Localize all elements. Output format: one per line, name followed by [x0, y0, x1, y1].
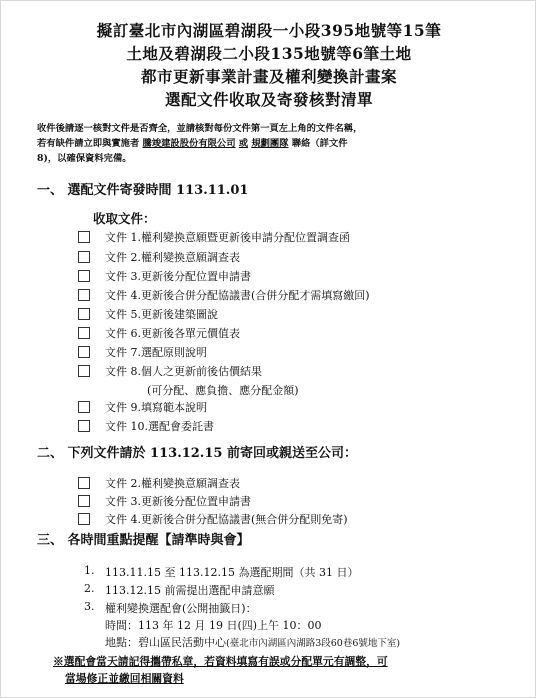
s1-item-doc-4: 文件 4.更新後合併分配協議書(合併分配才需填寫繳回) [105, 289, 370, 302]
checkbox-s1-doc-7[interactable] [78, 346, 90, 358]
intro-text-a: 若有缺件請立即與實施者 [37, 138, 140, 149]
s1-item-doc-9: 文件 9.填寫範本說明 [105, 401, 207, 414]
document-title-line-1: 擬訂臺北市內湖區碧湖段一小段395地號等15筆 [96, 21, 442, 40]
note-line-1: ※選配會當天請記得攜帶私章，若資料填寫有誤或分配單元有調整，可 [53, 655, 388, 668]
point-2-number: 2. [84, 582, 95, 595]
meeting-time: 時間：113 年 12 月 19 日(四)上午 10：00 [105, 619, 322, 632]
s2-item-doc-3: 文件 3.更新後分配位置申請書 [105, 495, 251, 508]
s1-item-doc-8: 文件 8.個人之更新前後估價結果 [105, 365, 262, 378]
s2-item-doc-2: 文件 2.權利變換意願調查表 [105, 477, 240, 490]
checkbox-s1-doc-1[interactable] [78, 231, 90, 243]
meeting-place-address: (臺北市內湖區內湖路3段60巷6號地下室) [226, 638, 401, 649]
intro-line-3: 8)，以確保資料完備。 [37, 153, 132, 164]
s1-item-doc-3: 文件 3.更新後分配位置申請書 [105, 270, 251, 283]
s1-item-doc-1: 文件 1.權利變換意願暨更新後申請分配位置調查函 [105, 231, 350, 244]
s1-item-doc-2: 文件 2.權利變換意願調查表 [105, 251, 240, 264]
checkbox-s1-doc-2[interactable] [78, 251, 90, 263]
note-line-2: 當場修正並繳回相關資料 [65, 672, 184, 685]
intro-text-c: 聯絡（詳文件 [291, 138, 348, 149]
point-1-number: 1. [84, 564, 95, 577]
s1-item-doc-8-sub: (可分配、應負擔、應分配金額) [147, 384, 299, 397]
checkbox-s1-doc-3[interactable] [78, 270, 90, 282]
intro-or: 或 [238, 138, 249, 149]
receive-label: 收取文件： [93, 211, 156, 226]
section-1-heading: 一、 選配文件寄發時間 113.11.01 [37, 183, 249, 198]
meeting-place-name: 地點：碧山區民活動中心 [105, 636, 226, 649]
checkbox-s2-doc-4[interactable] [78, 513, 90, 525]
point-3-text: 權利變換選配會(公開抽籤日)： [105, 602, 257, 615]
section-3-heading: 三、 各時間重點提醒【請準時與會】 [37, 533, 250, 548]
point-1-text: 113.11.15 至 113.12.15 為選配期間（共 31 日） [105, 566, 359, 579]
meeting-place [105, 634, 400, 650]
checkbox-s1-doc-4[interactable] [78, 289, 90, 301]
checkbox-s1-doc-10[interactable] [78, 420, 90, 432]
intro-line-1: 收件後請逐一核對文件是否齊全，並請核對每份文件第一頁左上角的文件名稱， [37, 123, 363, 134]
company-name: 騰竣建設股份有限公司 [142, 138, 236, 149]
s1-item-doc-5: 文件 5.更新後建築圖說 [105, 308, 218, 321]
checkbox-s2-doc-2[interactable] [78, 477, 90, 489]
intro-line-2 [37, 137, 507, 151]
checkbox-s1-doc-9[interactable] [78, 401, 90, 413]
checkbox-s1-doc-5[interactable] [78, 308, 90, 320]
point-2-text: 113.12.15 前需提出選配申請意願 [105, 584, 275, 597]
s1-item-doc-10: 文件 10.選配會委託書 [105, 420, 214, 433]
section-2-heading: 二、 下列文件請於 113.12.15 前寄回或親送至公司： [37, 446, 357, 461]
checkbox-s2-doc-3[interactable] [78, 495, 90, 507]
s1-item-doc-7: 文件 7.選配原則說明 [105, 346, 207, 359]
s2-item-doc-4: 文件 4.更新後合併分配協議書(無合併分配則免寄) [105, 513, 348, 526]
planning-team: 規劃團隊 [251, 138, 289, 149]
document-title-line-3: 都市更新事業計畫及權利變換計畫案 [140, 67, 397, 86]
checkbox-s1-doc-8[interactable] [78, 365, 90, 377]
document-title-line-4: 選配文件收取及寄發核對清單 [164, 90, 373, 109]
point-3-number: 3. [84, 600, 95, 613]
s1-item-doc-6: 文件 6.更新後各單元價值表 [105, 327, 240, 340]
checkbox-s1-doc-6[interactable] [78, 327, 90, 339]
document-title-line-2: 土地及碧湖段二小段135地號等6筆土地 [126, 44, 412, 63]
